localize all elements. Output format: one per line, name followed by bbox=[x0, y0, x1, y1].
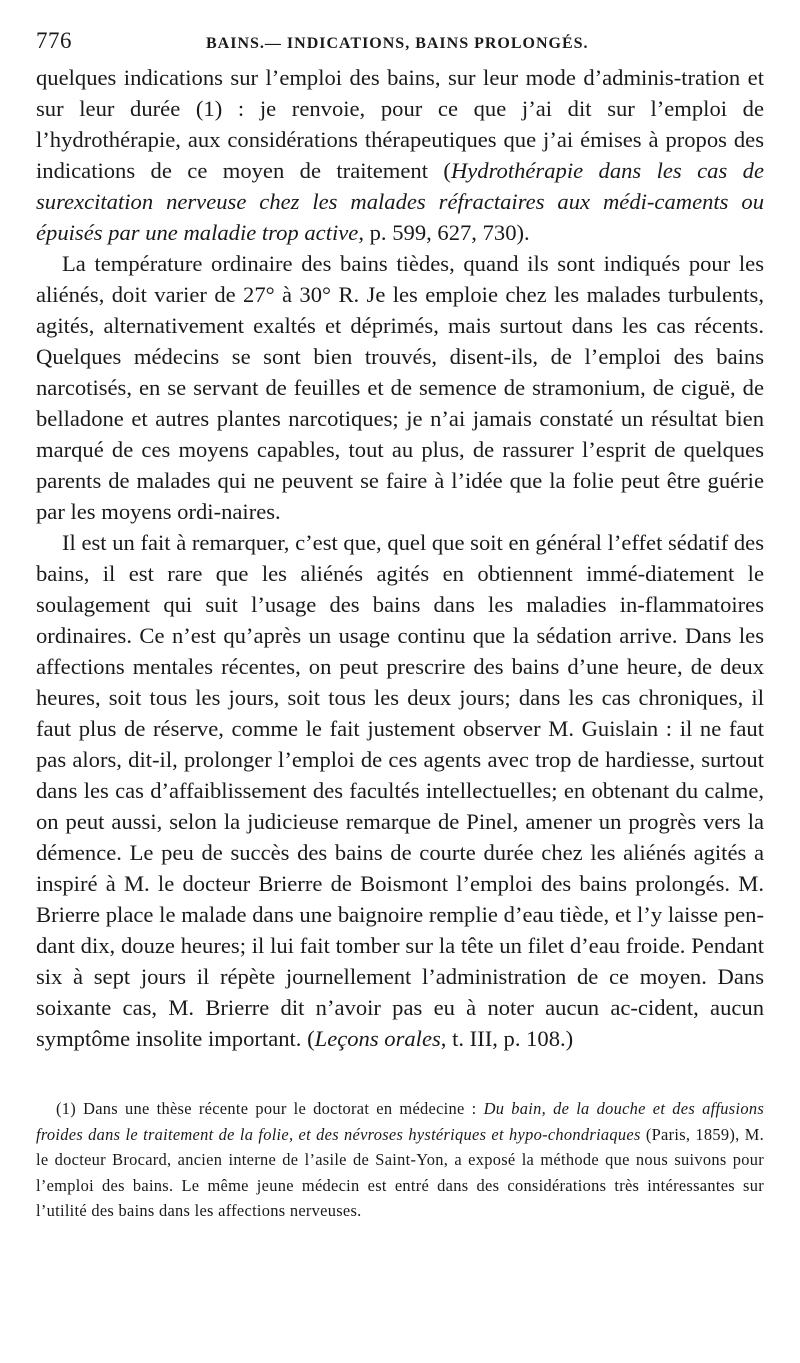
footnote-text-start: (1) Dans une thèse récente pour le doctorat en médecine : bbox=[56, 1099, 484, 1118]
paragraph-1-text-end: , p. 599, 627, 730). bbox=[358, 220, 530, 245]
body-text bbox=[36, 62, 764, 1054]
paragraph-3-text-end: , t. III, p. 108.) bbox=[440, 1026, 574, 1051]
paragraph-2 bbox=[36, 248, 764, 527]
paragraph-2-text: La température ordinaire des bains tièdes, quand ils sont indiqués pour les aliénés, doit varier de 27° à 30° R. Je les emploie chez les malades turbulents, agités, alternativement exaltés et déprimés, mais surtout dans les cas récents. Quelques médecins se sont bien trouvés, disent-ils, de l’emploi des bains narcotisés, en se servant de feuilles et de semence de stramonium, de ciguë, de belladone et autres plantes narcotiques; je n’ai jamais constaté un résultat bien marqué de ces moyens capables, tout au plus, de rassurer l’esprit de quelques parents de malades qui ne peuvent se faire à l’idée que la folie peut être guérie par les moyens ordi-naires. bbox=[36, 251, 764, 524]
footnote-italic-title: Du bain, de la douche et des affusions froides dans le traitement de la folie, et des névroses hystériques et hypo-chondriaques bbox=[36, 1099, 764, 1144]
paragraph-1-text-start: quelques indications sur l’emploi des bains, sur leur mode d’adminis-tration et sur leur durée (1) : je renvoie, pour ce que j’ai dit sur l’emploi de l’hydrothérapie, aux considérations thérapeutiques que j’ai émises à propos des indications de ce moyen de traitement ( bbox=[36, 65, 764, 183]
paragraph-1-italic-title: Hydrothérapie dans les cas de surexcitation nerveuse chez les malades réfractaires aux médi-caments ou épuisés par une maladie trop active bbox=[36, 158, 764, 245]
footnote-text-end: (Paris, 1859), M. le docteur Brocard, ancien interne de l’asile de Saint-Yon, a exposé la méthode que nous suivons pour l’emploi des bains. Le même jeune médecin est entré dans des considérations très intéressantes sur l’utilité des bains dans les affections nerveuses. bbox=[36, 1124, 764, 1221]
paragraph-3-text-start: Il est un fait à remarquer, c’est que, quel que soit en général l’effet sédatif des bains, il est rare que les aliénés agités en obtiennent immé-diatement le soulagement qui suit l’usage des bains dans les maladies in-flammatoires ordinaires. Ce n’est qu’après un usage continu que la sédation arrive. Dans les affections mentales récentes, on peut prescrire des bains d’une heure, de deux heures, soit tous les jours, soit tous les deux jours; dans les cas chroniques, il faut plus de réserve, comme le fait justement observer M. Guislain : il ne faut pas alors, dit-il, prolonger l’emploi de ces agents avec trop de hardiesse, surtout dans les cas d’affaiblissement des facultés intellectuelles; en obtenant du calme, on peut aussi, selon la judicieuse remarque de Pinel, amener un progrès vers la démence. Le peu de succès des bains de courte durée chez les aliénés agités a inspiré à M. le docteur Brierre de Boismont l’emploi des bains prolongés. M. Brierre place le malade dans une baignoire remplie d’eau tiède, et l’y laisse pen-dant dix, douze heures; il lui fait tomber sur la tête un filet d’eau froide. Pendant six à sept jours il répète journellement l’administration de ce moyen. Dans soixante cas, M. Brierre dit n’avoir pas eu à noter aucun ac-cident, aucun symptôme insolite important. ( bbox=[36, 530, 764, 1051]
paragraph-1 bbox=[36, 62, 764, 248]
running-head bbox=[36, 28, 764, 62]
paragraph-3-italic-title: Leçons orales bbox=[314, 1026, 441, 1051]
page-number: 776 bbox=[36, 28, 72, 53]
paragraph-3 bbox=[36, 527, 764, 1054]
running-title: BAINS.— INDICATIONS, BAINS PROLONGÉS. bbox=[206, 35, 589, 52]
footnote-paragraph bbox=[36, 1096, 764, 1224]
footnote bbox=[36, 1096, 764, 1224]
